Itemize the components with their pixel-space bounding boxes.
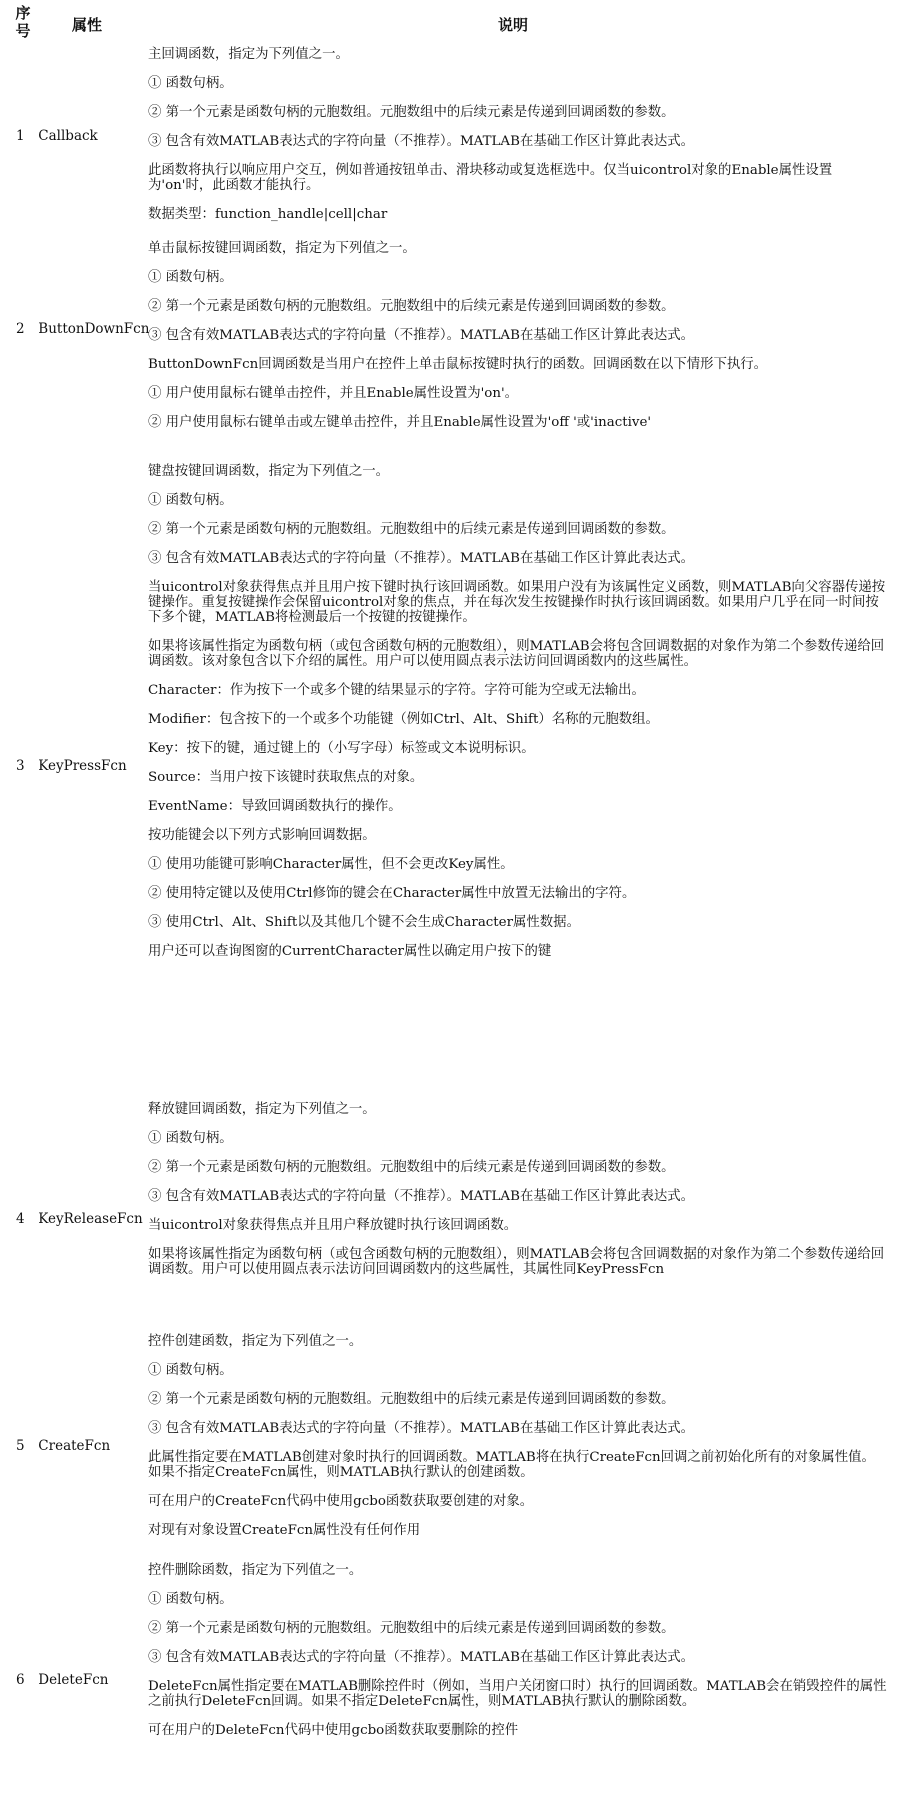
row-id [16, 128, 146, 144]
description-paragraph: ③ 包含有效MATLAB表达式的字符向量（不推荐）。MATLAB在基础工作区计算此表达式。 [148, 134, 695, 149]
description-paragraph: DeleteFcn属性指定要在MATLAB删除控件时（例如，当用户关闭窗口时）执行的回调函数。MATLAB会在销毁控件的属性之前执行DeleteFcn回调。如果不指定DeleteFcn属性，则MATLAB执行默认的删除函数。 [148, 1679, 887, 1709]
description-paragraph: ③ 使用Ctrl、Alt、Shift以及其他几个键不会生成Character属性数据。 [148, 915, 580, 930]
table-row-callback [0, 47, 900, 223]
table-row-deletefcn [0, 1563, 900, 1797]
description-paragraph: 释放键回调函数，指定为下列值之一。 [148, 1102, 376, 1117]
header-number: 序号 [15, 4, 31, 40]
table-row-createfcn [0, 1334, 900, 1561]
description-paragraph: ② 第一个元素是函数句柄的元胞数组。元胞数组中的后续元素是传递到回调函数的参数。 [148, 1160, 675, 1175]
description-paragraph: 单击鼠标按键回调函数，指定为下列值之一。 [148, 241, 416, 256]
property-name: Callback [38, 128, 98, 144]
table-row-keyreleasefcn [0, 1102, 900, 1327]
row-description [148, 241, 888, 430]
property-name: KeyReleaseFcn [38, 1211, 143, 1227]
row-id [16, 1672, 146, 1688]
row-number: 5 [16, 1438, 25, 1454]
description-paragraph: ① 函数句柄。 [148, 1363, 233, 1378]
description-paragraph: Modifier：包含按下的一个或多个功能键（例如Ctrl、Alt、Shift）名称的元胞数组。 [148, 712, 659, 727]
description-paragraph: ② 第一个元素是函数句柄的元胞数组。元胞数组中的后续元素是传递到回调函数的参数。 [148, 522, 675, 537]
description-paragraph: 控件创建函数，指定为下列值之一。 [148, 1334, 363, 1349]
description-paragraph: 如果将该属性指定为函数句柄（或包含函数句柄的元胞数组），则MATLAB会将包含回调数据的对象作为第二个参数传递给回调函数。该对象包含以下介绍的属性。用户可以使用圆点表示法访问回调函数内的这些属性。 [148, 639, 885, 669]
description-paragraph: ButtonDownFcn回调函数是当用户在控件上单击鼠标按键时执行的函数。回调函数在以下情形下执行。 [148, 357, 768, 372]
description-paragraph: 按功能键会以下列方式影响回调数据。 [148, 828, 376, 843]
description-paragraph: ② 第一个元素是函数句柄的元胞数组。元胞数组中的后续元素是传递到回调函数的参数。 [148, 105, 675, 120]
property-name: CreateFcn [38, 1438, 111, 1454]
description-paragraph: 控件删除函数，指定为下列值之一。 [148, 1563, 363, 1578]
row-number: 3 [16, 758, 25, 774]
description-paragraph: 主回调函数，指定为下列值之一。 [148, 47, 349, 62]
description-paragraph: ③ 包含有效MATLAB表达式的字符向量（不推荐）。MATLAB在基础工作区计算此表达式。 [148, 328, 695, 343]
description-paragraph: 如果将该属性指定为函数句柄（或包含函数句柄的元胞数组），则MATLAB会将包含回调数据的对象作为第二个参数传递给回调函数。用户可以使用圆点表示法访问回调函数内的这些属性，其属性同KeyPressFcn [148, 1247, 885, 1277]
description-paragraph: ③ 包含有效MATLAB表达式的字符向量（不推荐）。MATLAB在基础工作区计算此表达式。 [148, 1189, 695, 1204]
description-paragraph: ② 用户使用鼠标右键单击或左键单击控件，并且Enable属性设置为'off '或'inactive' [148, 415, 652, 430]
description-paragraph: Source：当用户按下该键时获取焦点的对象。 [148, 770, 424, 785]
description-paragraph: 此属性指定要在MATLAB创建对象时执行的回调函数。MATLAB将在执行CreateFcn回调之前初始化所有的对象属性值。如果不指定CreateFcn属性，则MATLAB执行默认的创建函数。 [148, 1450, 875, 1480]
row-number: 1 [16, 128, 25, 144]
row-number: 2 [16, 321, 25, 337]
header-description: 说明 [498, 16, 529, 34]
description-paragraph: 此函数将执行以响应用户交互，例如普通按钮单击、滑块移动或复选框选中。仅当uicontrol对象的Enable属性设置为'on'时，此函数才能执行。 [148, 163, 833, 193]
property-name: KeyPressFcn [38, 758, 127, 774]
description-paragraph: ③ 包含有效MATLAB表达式的字符向量（不推荐）。MATLAB在基础工作区计算此表达式。 [148, 551, 695, 566]
description-paragraph: ② 第一个元素是函数句柄的元胞数组。元胞数组中的后续元素是传递到回调函数的参数。 [148, 299, 675, 314]
description-paragraph: ② 使用特定键以及使用Ctrl修饰的键会在Character属性中放置无法输出的字符。 [148, 886, 636, 901]
description-paragraph: ① 函数句柄。 [148, 493, 233, 508]
description-paragraph: ① 使用功能键可影响Character属性，但不会更改Key属性。 [148, 857, 514, 872]
table-row-buttondownfcn [0, 241, 900, 445]
description-paragraph: ③ 包含有效MATLAB表达式的字符向量（不推荐）。MATLAB在基础工作区计算此表达式。 [148, 1421, 695, 1436]
description-paragraph: 用户还可以查询图窗的CurrentCharacter属性以确定用户按下的键 [148, 944, 552, 959]
description-paragraph: 当uicontrol对象获得焦点并且用户释放键时执行该回调函数。 [148, 1218, 518, 1233]
description-paragraph: ② 第一个元素是函数句柄的元胞数组。元胞数组中的后续元素是传递到回调函数的参数。 [148, 1621, 675, 1636]
description-paragraph: ② 第一个元素是函数句柄的元胞数组。元胞数组中的后续元素是传递到回调函数的参数。 [148, 1392, 675, 1407]
description-paragraph: ① 函数句柄。 [148, 1131, 233, 1146]
table-row-keypressfcn [0, 464, 900, 1083]
description-paragraph: ① 函数句柄。 [148, 76, 233, 91]
description-paragraph: ① 用户使用鼠标右键单击控件，并且Enable属性设置为'on'。 [148, 386, 519, 401]
description-paragraph: Character：作为按下一个或多个键的结果显示的字符。字符可能为空或无法输出。 [148, 683, 645, 698]
description-paragraph: EventName：导致回调函数执行的操作。 [148, 799, 402, 814]
row-id [16, 1211, 146, 1227]
row-description [148, 1102, 888, 1277]
description-paragraph: 当uicontrol对象获得焦点并且用户按下键时执行该回调函数。如果用户没有为该属性定义函数，则MATLAB向父容器传递按键操作。重复按键操作会保留uicontrol对象的焦点，并在每次发生按键操作时执行该回调函数。如果用户几乎在同一时间按下多个键，MATLAB将检测最后一个按键的按键操作。 [148, 580, 886, 625]
property-name: ButtonDownFcn [38, 321, 150, 337]
row-description [148, 1563, 888, 1738]
row-description [148, 464, 888, 959]
description-paragraph: 可在用户的DeleteFcn代码中使用gcbo函数获取要删除的控件 [148, 1723, 519, 1738]
row-description [148, 1334, 888, 1538]
header-property: 属性 [72, 16, 103, 34]
row-id [16, 1438, 146, 1454]
row-id [16, 321, 150, 337]
row-number: 4 [16, 1211, 25, 1227]
row-number: 6 [16, 1672, 25, 1688]
description-paragraph: 数据类型：function_handle|cell|char [148, 207, 388, 222]
description-paragraph: ① 函数句柄。 [148, 270, 233, 285]
description-paragraph: ① 函数句柄。 [148, 1592, 233, 1607]
property-name: DeleteFcn [38, 1672, 109, 1688]
row-description [148, 47, 888, 222]
row-id [16, 758, 146, 774]
description-paragraph: 键盘按键回调函数，指定为下列值之一。 [148, 464, 390, 479]
description-paragraph: 对现有对象设置CreateFcn属性没有任何作用 [148, 1523, 421, 1538]
description-paragraph: Key：按下的键，通过键上的（小写字母）标签或文本说明标识。 [148, 741, 535, 756]
description-paragraph: 可在用户的CreateFcn代码中使用gcbo函数获取要创建的对象。 [148, 1494, 534, 1509]
description-paragraph: ③ 包含有效MATLAB表达式的字符向量（不推荐）。MATLAB在基础工作区计算此表达式。 [148, 1650, 695, 1665]
